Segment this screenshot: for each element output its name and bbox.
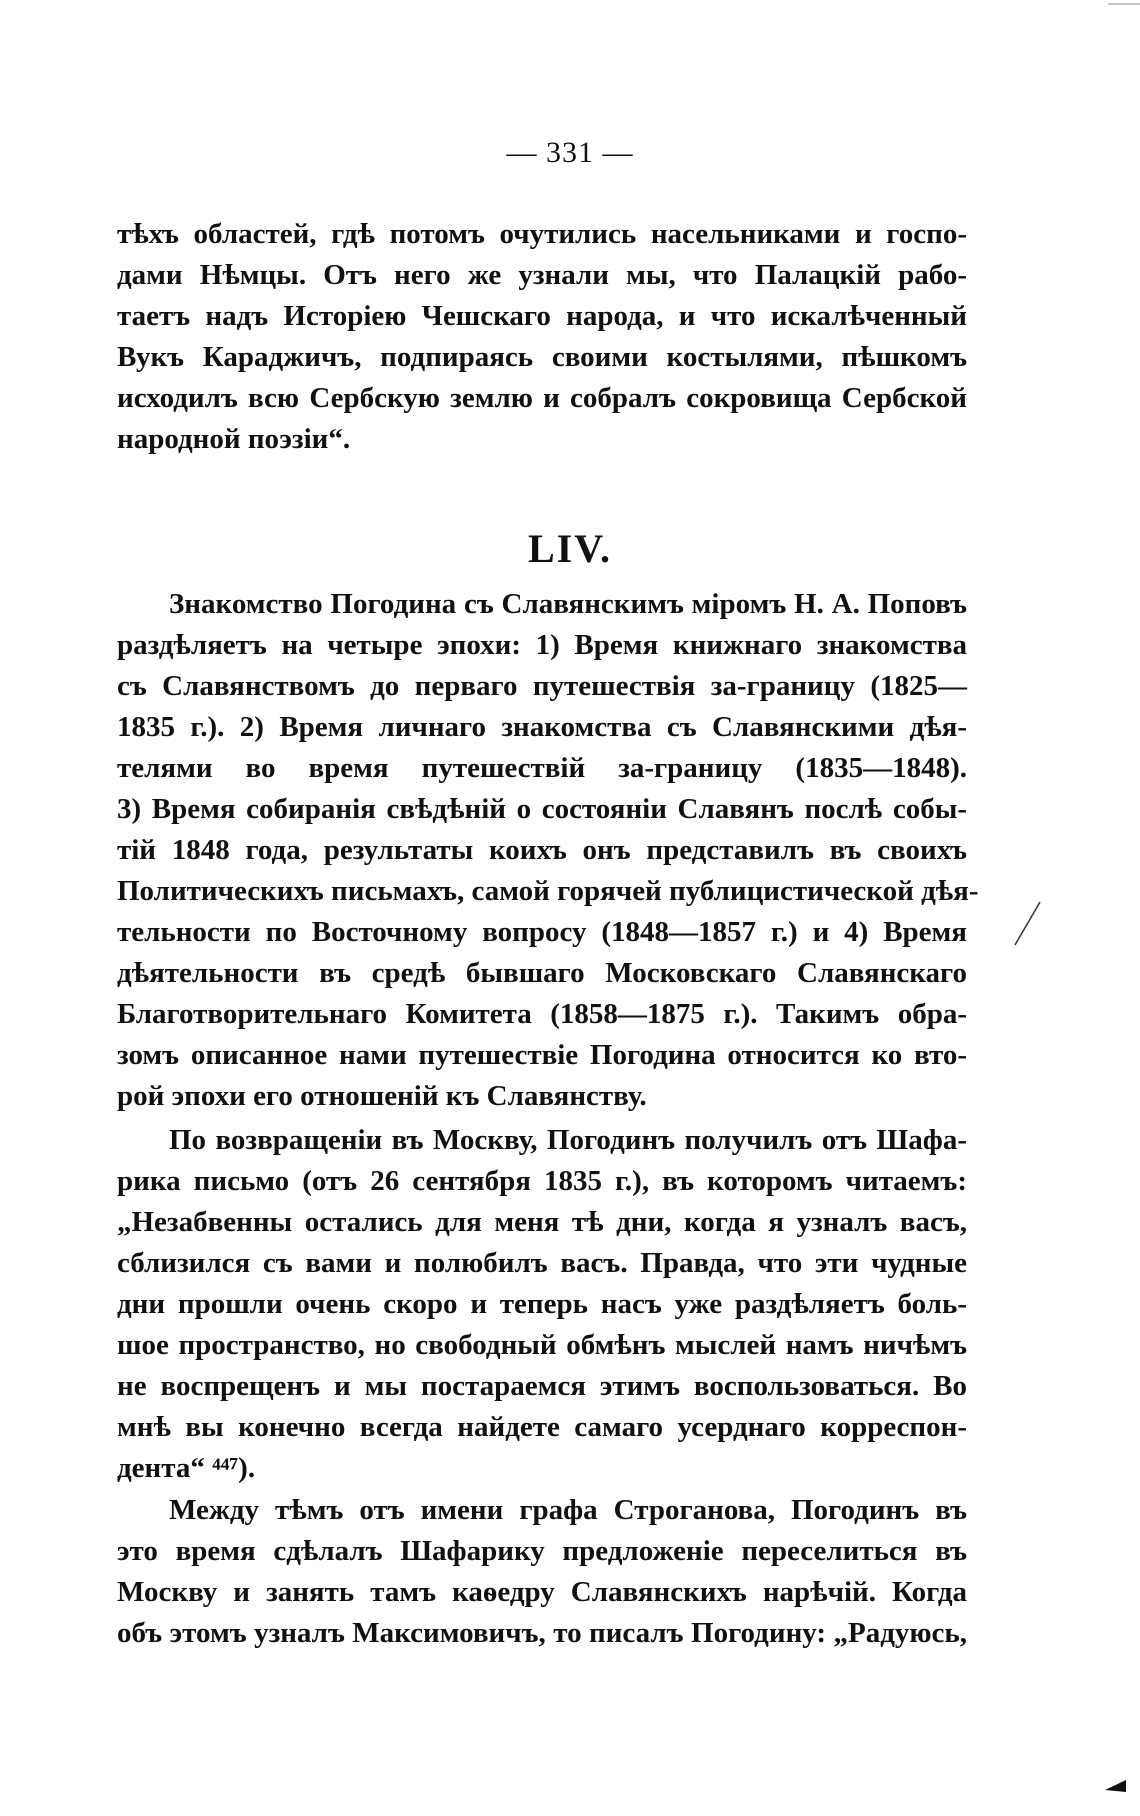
text-line: Благотворительнаго Комитета (1858—1875 г.). Такимъ обра- (117, 998, 967, 1030)
text-line: дни прошли очень скоро и теперь насъ уже раздѣляетъ боль- (117, 1288, 967, 1320)
text-line: шое пространство, но свободный обмѣнъ мыслей намъ ничѣмъ (117, 1329, 967, 1361)
text-line: дента“ ⁴⁴⁷). (117, 1452, 256, 1484)
text-line: Политическихъ письмахъ, самой горячей публицистической дѣя- (117, 875, 979, 907)
text-line: это время сдѣлалъ Шафарику предложеніе переселиться въ (117, 1535, 967, 1567)
text-line: „Незабвенны остались для меня тѣ дни, когда я узналъ васъ, (117, 1206, 967, 1238)
text-line: рика письмо (отъ 26 сентября 1835 г.), въ которомъ читаемъ: (117, 1165, 967, 1197)
text-line: зомъ описанное нами путешествіе Погодина относится ко вто- (117, 1039, 967, 1071)
text-line: 3) Время собиранія свѣдѣній о состояніи Славянъ послѣ собы- (117, 793, 967, 825)
text-line: тельности по Восточному вопросу (1848—1857 г.) и 4) Время (117, 916, 967, 948)
text-line: тій 1848 года, результаты коихъ онъ представилъ въ своихъ (117, 834, 967, 866)
text-line: мнѣ вы конечно всегда найдете самаго усерднаго корреспон- (117, 1411, 967, 1443)
text-line: исходилъ всю Сербскую землю и собралъ сокровища Сербской (117, 382, 967, 414)
pencil-mark (1015, 902, 1040, 945)
page-corner-mark (1105, 1780, 1126, 1792)
text-line: Между тѣмъ отъ имени графа Строганова, Погодинъ въ (169, 1494, 967, 1526)
text-line: съ Славянствомъ до перваго путешествія за-границу (1825— (117, 670, 967, 702)
text-line: тѣхъ областей, гдѣ потомъ очутились насельниками и госпо- (117, 218, 967, 250)
text-line: таетъ надъ Исторіею Чешскаго народа, и что искалѣченный (117, 300, 967, 332)
text-line: По возвращеніи въ Москву, Погодинъ получилъ отъ Шафа- (169, 1124, 967, 1156)
text-line: 1835 г.). 2) Время личнаго знакомства съ Славянскими дѣя- (117, 711, 967, 743)
text-line: объ этомъ узналъ Максимовичъ, то писалъ Погодину: „Радуюсь, (117, 1617, 967, 1649)
text-line: не воспрещенъ и мы постараемся этимъ воспользоваться. Во (117, 1370, 967, 1402)
text-line: Знакомство Погодина съ Славянскимъ міромъ Н. А. Поповъ (169, 588, 967, 620)
text-line: Вукъ Караджичъ, подпираясь своими костылями, пѣшкомъ (117, 341, 967, 373)
text-line: рой эпохи его отношеній къ Славянству. (117, 1080, 647, 1112)
text-line: телями во время путешествій за-границу (1835—1848). (117, 752, 967, 784)
text-line: Москву и занять тамъ каѳедру Славянскихъ нарѣчій. Когда (117, 1576, 967, 1608)
page-number: — 331 — (506, 136, 634, 169)
text-line: раздѣляетъ на четыре эпохи: 1) Время книжнаго знакомства (117, 629, 967, 661)
text-line: сблизился съ вами и полюбилъ васъ. Правда, что эти чудные (117, 1247, 967, 1279)
text-line: народной поэзіи“. (117, 423, 351, 455)
text-line: дами Нѣмцы. Отъ него же узнали мы, что Палацкій рабо- (117, 259, 967, 291)
text-line: дѣятельности въ средѣ бывшаго Московскаго Славянскаго (117, 957, 967, 989)
section-heading: LIV. (528, 526, 612, 571)
